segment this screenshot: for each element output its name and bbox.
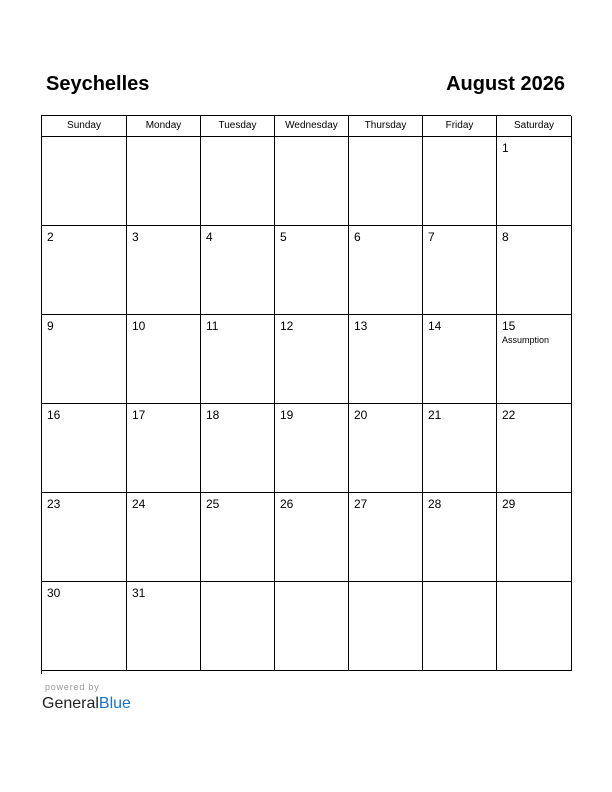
- day-cell: [127, 404, 201, 493]
- day-number: 21: [428, 408, 442, 422]
- day-cell: [275, 226, 349, 315]
- day-number: 3: [132, 230, 139, 244]
- day-number: 26: [280, 497, 294, 511]
- day-cell: [423, 582, 497, 671]
- day-cell: [423, 137, 497, 226]
- day-number: 17: [132, 408, 146, 422]
- day-cell: [201, 493, 275, 582]
- day-number: 12: [280, 319, 294, 333]
- day-cell: [349, 315, 423, 404]
- day-cell: [42, 404, 127, 493]
- page-title-month: August 2026: [446, 73, 565, 95]
- day-cell: [275, 493, 349, 582]
- day-cell: [42, 493, 127, 582]
- day-number: 13: [354, 319, 368, 333]
- day-number: 8: [502, 230, 509, 244]
- day-cell: [423, 493, 497, 582]
- day-cell: [349, 493, 423, 582]
- day-number: 6: [354, 230, 361, 244]
- day-cell-holiday: [497, 315, 572, 404]
- day-cell: [275, 404, 349, 493]
- weekday-header-monday: Monday: [127, 116, 201, 137]
- page-title-country: Seychelles: [46, 73, 150, 95]
- weekday-header-saturday: Saturday: [497, 116, 572, 137]
- footer-branding: [42, 681, 131, 714]
- day-cell: [201, 582, 275, 671]
- day-number: 16: [47, 408, 61, 422]
- day-number: 14: [428, 319, 442, 333]
- day-cell: [349, 137, 423, 226]
- day-number: 18: [206, 408, 220, 422]
- day-cell: [127, 226, 201, 315]
- weekday-header-thursday: Thursday: [349, 116, 423, 137]
- day-cell: [497, 493, 572, 582]
- day-cell: [349, 582, 423, 671]
- day-number: 9: [47, 319, 54, 333]
- day-cell: [423, 404, 497, 493]
- calendar-grid: [41, 115, 571, 674]
- day-cell: [201, 137, 275, 226]
- day-number: 25: [206, 497, 220, 511]
- day-number: 11: [206, 319, 219, 333]
- day-number: 7: [428, 230, 435, 244]
- day-number: 22: [502, 408, 516, 422]
- day-number: 1: [502, 141, 509, 155]
- day-number: 28: [428, 497, 442, 511]
- day-number: 10: [132, 319, 146, 333]
- weekday-header-tuesday: Tuesday: [201, 116, 275, 137]
- day-number: 15: [502, 319, 516, 333]
- day-cell: [275, 137, 349, 226]
- day-number: 27: [354, 497, 368, 511]
- day-cell: [42, 137, 127, 226]
- day-number: 2: [47, 230, 54, 244]
- weekday-header-sunday: Sunday: [42, 116, 127, 137]
- day-cell: [497, 226, 572, 315]
- powered-by-label: powered by: [45, 682, 100, 692]
- day-cell: [275, 315, 349, 404]
- generalblue-logo[interactable]: [42, 694, 131, 714]
- day-number: 4: [206, 230, 213, 244]
- brand-blue-text: Blue: [98, 695, 131, 712]
- day-number: 20: [354, 408, 368, 422]
- day-cell: [42, 582, 127, 671]
- day-cell: [127, 493, 201, 582]
- weekday-header-wednesday: Wednesday: [275, 116, 349, 137]
- day-cell: [127, 315, 201, 404]
- brand-general-text: General: [42, 695, 99, 712]
- day-number: 31: [132, 586, 146, 600]
- day-cell: [275, 582, 349, 671]
- day-cell: [201, 404, 275, 493]
- day-number: 29: [502, 497, 516, 511]
- day-cell: [349, 226, 423, 315]
- day-cell: [42, 315, 127, 404]
- day-cell: [497, 404, 572, 493]
- day-cell: [423, 315, 497, 404]
- day-number: 5: [280, 230, 287, 244]
- day-cell: [201, 226, 275, 315]
- day-number: 24: [132, 497, 146, 511]
- day-number: 23: [47, 497, 61, 511]
- day-cell: [497, 582, 572, 671]
- day-number: 19: [280, 408, 294, 422]
- holiday-label: Assumption: [502, 335, 550, 345]
- day-cell: [42, 226, 127, 315]
- day-cell: [127, 137, 201, 226]
- day-cell: [349, 404, 423, 493]
- weekday-header-friday: Friday: [423, 116, 497, 137]
- day-cell: [423, 226, 497, 315]
- day-number: 30: [47, 586, 61, 600]
- day-cell: [497, 137, 572, 226]
- day-cell: [201, 315, 275, 404]
- day-cell: [127, 582, 201, 671]
